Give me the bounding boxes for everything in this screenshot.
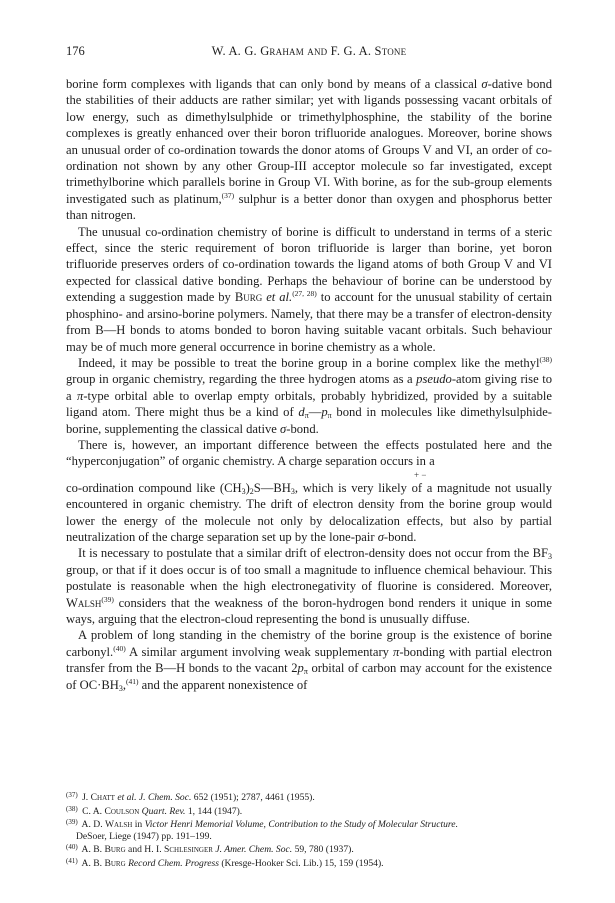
text-run: , [122,677,126,692]
italic-text: pseudo [416,372,452,387]
text-run: borine form complexes with ligands that can only bond by means of a classical [66,77,482,91]
text-run: C. A. [79,805,105,817]
paragraph [66,355,552,437]
citation-superscript: (27, 28) [292,289,317,299]
italic-text: Record Chem. Progress [128,857,219,869]
text-run: 652 (1951); 2787, 4461 (1955). [191,792,315,803]
italic-text: Victor Henri Memorial Volume, Contribution to the Study of Molecular Structure. [144,819,458,831]
paragraph [66,545,552,627]
citation-superscript: (41) [125,676,139,686]
page-header [66,44,552,60]
footnote-number: (38) [66,804,78,813]
author-name: Walsh [105,819,133,831]
text-run: bond in molecules like dimethylsulphide-borine, supplementing the classical dative [66,405,552,436]
running-head: W. A. G. Graham and F. G. A. Stone [211,44,407,58]
text-run: It is necessary to postulate that a similar drift of electron-density does not occur from the BF [78,546,548,561]
text-run: — [308,405,322,420]
text-run: and the apparent nonexistence of [138,677,308,692]
subscript: 3 [241,486,246,496]
footnote [66,856,552,870]
text-run: 1, 144 (1947). [185,805,243,817]
text-run: orbital of carbon may account for the existence of OC·BH [66,661,552,692]
footnote-number: (39) [66,818,78,827]
text-run: -atom giving rise to a [66,372,552,403]
text-run: group, or that if it does occur is of too small a magnitude to influence chemical behaviour. This postulate is reasonable when the high electronegativity of fluorine is considered. Moreover, [66,562,552,594]
subscript: 3 [118,683,123,693]
text-run: sulphur is a better donor than oxygen and phosphorus better than nitrogen. [66,191,552,223]
paragraph [66,437,552,470]
paragraph [66,627,552,693]
paragraph [66,76,552,224]
text-run: The unusual co-ordination chemistry of borine is difficult to understand in terms of a steric effect, since the steric requirement of boron trifluoride is larger than borine, yet boron trifluoride preserves orders of co-ordination towards the ligand atoms of both Group V and VI expected for classical dative bonding. Perhaps the behaviour of borine can be understood by extending a suggestion made by [66,224,552,305]
italic-text: J. Chem. Soc. [138,792,192,803]
author-name: Coulson [104,805,140,817]
italic-text: σ [280,421,287,436]
text-run: , which is very likely of a magnitude not usually encountered in organic chemistry. The drift of electron density from the borine group would lower the energy of the molecule not only by delocalization effects, but also by partial neutralization of the charge separation set up by the lone-pair [66,480,552,544]
subscript: π [327,411,332,421]
text-run: -dative bond the stabilities of their adducts are rather similar; yet with ligands possessing vacant orbitals of low energy, such as dimethylsulphide or trimethylphosphine, the stability of the borine complexes is greatly enhanced over their boron trifluoride analogues. Moreover, borine shows an unusual order of co-ordination towards the donor atoms of Groups V and VI, an order of co-ordination not shown by any other Group-III acceptor molecule so far investigated, except trimethylborine which parallels borine in Group VI. With borine, as for the sub-group elements investigated such as platinum, [66,77,552,206]
footnote-continuation: DeSoer, Liege (1947) pp. 191–199. [76,830,212,842]
footnote [66,804,552,818]
subscript: π [304,411,309,421]
footnote-number: (37) [66,791,78,799]
author-name: Chatt [90,792,115,803]
author-name: Burg [104,857,126,869]
citation-superscript: (38) [539,354,552,364]
italic-text: π [393,644,400,659]
subscript: 3 [290,486,295,496]
text-run: There is, however, an important difference between the effects postulated here and the “hyperconjugation” of organic chemistry. A charge separation occurs in a [66,437,552,469]
citation-superscript: (39) [101,594,114,604]
text-run: A. B. [79,844,105,856]
author-name: Schlesinger [164,844,213,856]
author-name: Burg [234,290,263,305]
italic-text: et al. [117,792,137,803]
italic-text: d [298,405,305,420]
text-run: A. B. [79,857,105,869]
italic-text: σ [377,529,384,544]
footnote [66,831,552,843]
italic-text: Quart. Rev. [141,805,186,817]
text-run: considers that the weakness of the boron-hydrogen bond renders it unique in some ways, arguing that the electron-cloud representing the bond is unusually diffuse. [66,595,552,626]
citation-superscript: (37) [221,190,235,200]
subscript: 3 [548,552,552,562]
citation-superscript: (40) [113,643,126,653]
author-name: Burg [104,844,126,856]
subscript: 2 [249,486,254,496]
text-run: -type orbital able to overlap empty orbitals, probably hybridized, provided by a suitable ligand atom. There might thus be a kind of [66,388,552,420]
text-run: in [132,819,145,831]
footnote [66,817,552,831]
footnote-number: (40) [66,843,78,852]
text-run: A. D. [79,819,105,831]
text-run: J. [79,792,91,803]
footnote-number: (41) [66,856,78,865]
subscript: π [303,667,308,677]
footnote [66,790,552,804]
author-name: Walsh [66,595,102,610]
text-run: S—BH [253,480,291,495]
text-run: -bonding with partial electron transfer from the B—H bonds to the vacant 2 [66,644,553,676]
text-run: to account for the unusual stability of certain phosphino- and arsino-borine polymers. Namely, that there may be a transfer of electron-density from B—H bonds to atoms bonded to boron having suitable vacant orbitals. Such behaviour may be of much more general occurrence in borine chemistry as a whole. [66,290,552,354]
text-run: A similar argument involving weak supplementary [125,644,393,659]
paragraph [66,224,552,355]
charge-marks: + − [414,469,427,480]
text-run: A problem of long standing in the chemistry of the borine group is the existence of borine carbonyl. [66,628,552,659]
italic-text: J. Amer. Chem. Soc. [215,844,293,856]
italic-text: p [321,405,328,420]
text-run: Indeed, it may be possible to treat the borine group in a borine complex like the methyl [78,355,540,370]
text-run: (Kresge-Hooker Sci. Lib.) 15, 159 (1954). [218,857,384,869]
body-text [66,76,552,693]
italic-text: π [77,388,84,403]
italic-text: et al. [266,290,293,305]
italic-text: σ [481,77,488,91]
text-run: -bond. [383,529,417,544]
text-run: -bond. [286,421,319,436]
page-number: 176 [66,44,85,58]
text-run: group in organic chemistry, regarding the three hydrogen atoms as a [66,372,417,387]
text-run: and H. I. [125,844,165,856]
footnote [66,842,552,856]
text-run: co-ordination compound like (CH [66,480,242,495]
paragraph [66,480,552,546]
footnotes [66,790,552,870]
text-run: ) [245,480,250,495]
text-run: 59, 780 (1937). [292,844,354,856]
italic-text: p [297,661,304,676]
